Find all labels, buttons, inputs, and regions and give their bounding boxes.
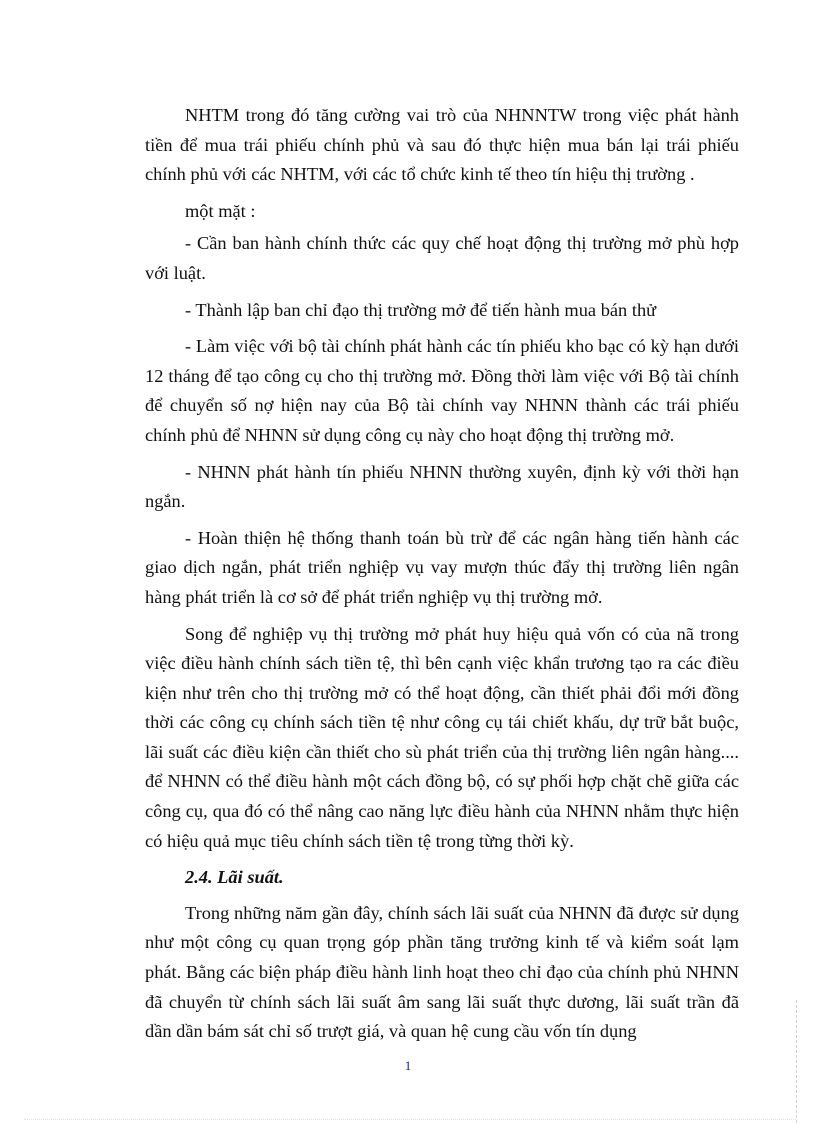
page-border-right [796,1000,797,1123]
page-number: 1 [404,1058,412,1073]
page-border-bottom [24,1119,796,1120]
list-item-nhnn-bills: - NHNN phát hành tín phiếu NHNN thường xuyên, định kỳ với thời hạn ngắn. [145,461,739,512]
list-item-regulations: - Cần ban hành chính thức các quy chế hoạt động thị trường mở phù hợp với luật. [145,233,739,283]
list-item-steering-committee: - Thành lập ban chỉ đạo thị trường mở để tiến hành mua bán thử [185,299,657,320]
list-item-treasury-bills: - Làm việc với bộ tài chính phát hành các tín phiếu kho bạc có kỳ hạn dưới 12 tháng để tạo công cụ cho thị trường mở. Đồng thời làm việc với Bộ tài chính để chuyển số nợ hiện nay của Bộ tài chính vay NHNN thành các trái phiếu chính phủ để NHNN sử dụng công cụ này cho hoạt động thị trường mở. [145,336,739,445]
paragraph-one-side: một mặt : [185,200,256,221]
list-item-clearing-system: - Hoàn thiện hệ thống thanh toán bù trừ để các ngân hàng tiến hành các giao dịch ngắn, phát triển nghiệp vụ vay mượn thúc đẩy thị trường liên ngân hàng phát triển là cơ sở để phát triển nghiệp vụ thị trường mở. [145,527,739,607]
section-heading-interest-rate: 2.4. Lãi suất. [185,867,284,888]
paragraph-intro: NHTM trong đó tăng cường vai trò của NHNNTW trong việc phát hành tiền để mua trái phiếu chính phủ và sau đó thực hiện mua bán lại trái phiếu chính phủ với các NHTM, với các tổ chức kinh tế theo tín hiệu thị trường . [145,105,739,185]
document-body [145,101,739,1054]
paragraph-open-market: Song để nghiệp vụ thị trường mở phát huy hiệu quả vốn có của nã trong việc điều hành chính sách tiền tệ, thì bên cạnh việc khẩn trương tạo ra các điều kiện như trên cho thị trường mở có thể hoạt động, cần thiết phải đổi mới đồng thời các công cụ chính sách tiền tệ như công cụ tái chiết khấu, dự trữ bắt buộc, lãi suất các điều kiện cần thiết cho sù phát triển của thị trường liên ngân hàng.... để NHNN có thể điều hành một cách đồng bộ, có sự phối hợp chặt chẽ giữa các công cụ, qua đó có thể nâng cao năng lực điều hành của NHNN nhằm thực hiện có hiệu quả mục tiêu chính sách tiền tệ trong từng thời kỳ. [145,623,739,851]
paragraph-interest-rate: Trong những năm gần đây, chính sách lãi suất của NHNN đã được sử dụng như một công cụ quan trọng góp phần tăng trưởng kinh tế và kiểm soát lạm phát. Bằng các biện pháp điều hành linh hoạt theo chỉ đạo của chính phủ NHNN đã chuyển từ chính sách lãi suất âm sang lãi suất thực dương, lãi suất trần đã dần dần bám sát chỉ số trượt giá, và quan hệ cung cầu vốn tín dụng [145,902,739,1042]
